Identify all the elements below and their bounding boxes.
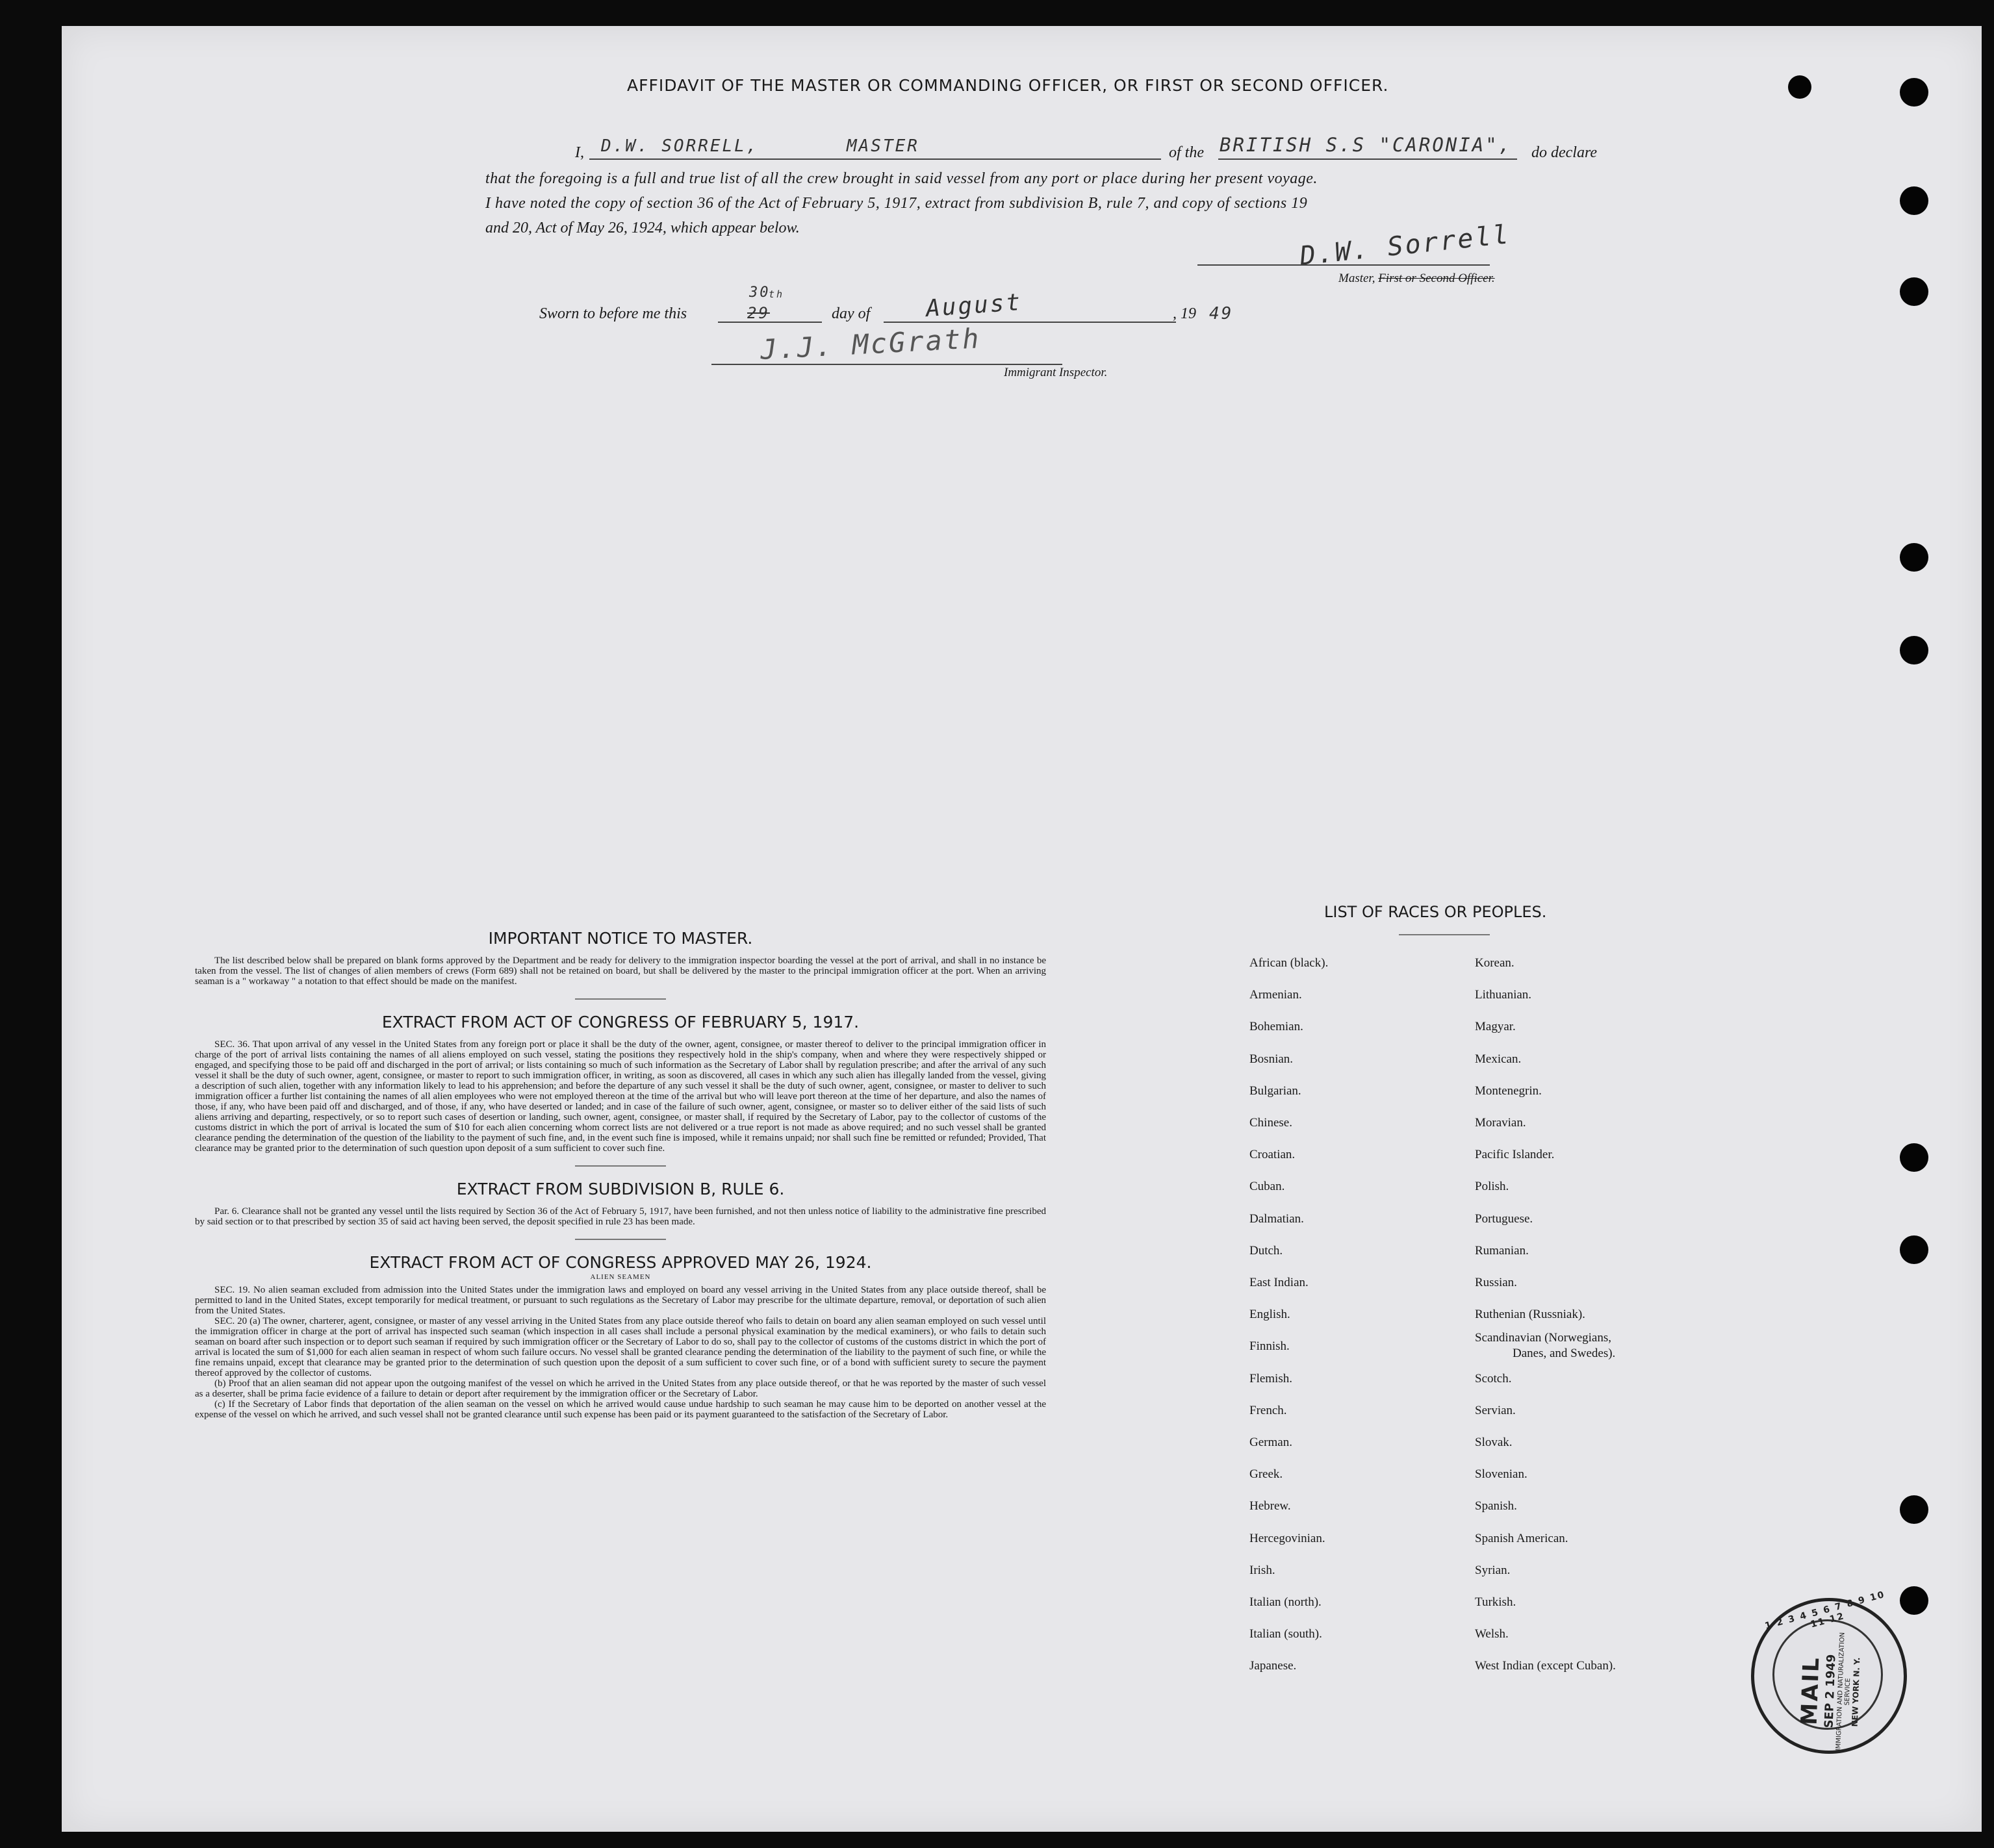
race-item: Slovak. (1475, 1436, 1513, 1450)
sworn-day-suffix: th (769, 288, 785, 300)
extract3-title: EXTRACT FROM ACT OF CONGRESS APPROVED MAY 26, 1924. (369, 1253, 872, 1272)
race-item: Dutch. (1249, 1243, 1283, 1258)
race-item (1475, 1330, 1616, 1362)
sec19-text: SEC. 19. No alien seaman excluded from admission into the United States under the immigration laws and employed on board any vessel arriving in the United States from any place outside thereof, shall be permitted to land in the United States, except temporarily for medical treatment, or pursuant to such regulations as the Secretary of Labor may prescribe for the ultimate departure, removal, or deportation of such alien from the United States. (195, 1285, 1046, 1316)
race-item: Italian (north). (1249, 1595, 1322, 1610)
race-item: Russian. (1475, 1276, 1517, 1290)
race-item: Bohemian. (1249, 1020, 1303, 1034)
ship-underline (1218, 158, 1517, 160)
race-item: Magyar. (1475, 1020, 1516, 1034)
race-item: French. (1249, 1403, 1287, 1417)
race-item: Japanese. (1249, 1659, 1297, 1673)
race-item: Hercegovinian. (1249, 1531, 1325, 1545)
mail-receipt-stamp (1751, 1589, 1907, 1754)
affidavit-heading: AFFIDAVIT OF THE MASTER OR COMMANDING OFFICER, OR FIRST OR SECOND OFFICER. (627, 76, 1389, 95)
stamp-date: SEP 2 1949 (1822, 1654, 1839, 1728)
race-item: Dalmatian. (1249, 1211, 1304, 1226)
notice-section (195, 929, 1046, 1420)
race-item: West Indian (except Cuban). (1475, 1659, 1616, 1673)
stamp-city-name: NEW YORK (1850, 1679, 1861, 1727)
document-page (62, 26, 1982, 1832)
race-item: Montenegrin. (1475, 1083, 1542, 1098)
sworn-month: August (925, 288, 1023, 323)
divider-1 (575, 998, 666, 1000)
day-of-text: day of (832, 305, 871, 322)
ship-name: BRITISH S.S "CARONIA", (1220, 134, 1513, 156)
race-item: Welsh. (1475, 1627, 1509, 1641)
binder-hole (1900, 78, 1928, 107)
day-underline (718, 322, 822, 323)
race-item: Pacific Islander. (1475, 1148, 1555, 1162)
master-caption-text: Master, (1338, 272, 1375, 285)
binder-hole (1788, 75, 1811, 99)
binder-hole (1900, 543, 1928, 572)
race-item: Irish. (1249, 1563, 1275, 1577)
notice-title: IMPORTANT NOTICE TO MASTER. (488, 929, 753, 948)
binder-hole (1900, 186, 1928, 215)
race-item: Servian. (1475, 1403, 1516, 1417)
race-item: Bosnian. (1249, 1052, 1294, 1066)
affidavit-line3: I have noted the copy of section 36 of the Act of February 5, 1917, extract from subdivision B, rule 7, and copy of sections 19 (485, 195, 1308, 212)
race-item: Ruthenian (Russniak). (1475, 1308, 1585, 1322)
master-signature: D.W. Sorrell (1298, 220, 1512, 272)
sworn-text: Sworn to before me this (539, 305, 687, 322)
divider-3 (575, 1239, 666, 1240)
race-item: English. (1249, 1308, 1290, 1322)
divider-2 (575, 1165, 666, 1167)
sec20a-text: SEC. 20 (a) The owner, charterer, agent, consignee, or master of any vessel arriving in the United States from any place outside thereof who fails to detain on board any alien seaman employed on such vessel until the immigration officer in charge at the port of arrival has inspected such seaman (which inspection in all cases shall include a personal physical examination by the medical examiners), or who fails to detain such seaman on board after such inspection or to deport such seaman if required by such immigration officer or the Secretary of Labor to do so, shall pay to the collector of customs of the customs district in which the port of arrival is located the sum of $1,000 for each alien seaman in respect of whom such failure occurs. No vessel shall be granted clearance pending the determination of the liability to the payment of such fine, or while the fine remains unpaid, except that clearance may be granted prior to the determination of such question upon the deposit of a sum sufficient to cover such fine, or of a bond with sufficient surety to secure the payment thereof approved by the collector of customs. (195, 1316, 1046, 1378)
name-underline (589, 158, 1161, 160)
of-the-text: of the (1169, 144, 1204, 161)
binder-hole (1900, 1495, 1928, 1524)
master-name: D.W. SORRELL, (601, 136, 759, 156)
races-column-2 (1475, 947, 1616, 1682)
race-item: Turkish. (1475, 1595, 1516, 1610)
do-declare-text: do declare (1531, 144, 1598, 161)
races-column-1 (1249, 947, 1328, 1682)
line1-prefix: I, (575, 144, 584, 161)
race-item: German. (1249, 1436, 1292, 1450)
races-title-rule (1399, 934, 1490, 935)
race-item: Spanish American. (1475, 1531, 1568, 1545)
race-item: Spanish. (1475, 1499, 1517, 1513)
race-item-line: Scandinavian (Norwegians, (1475, 1331, 1611, 1345)
binder-hole (1900, 1586, 1928, 1615)
race-item: Croatian. (1249, 1148, 1296, 1162)
race-item: East Indian. (1249, 1276, 1309, 1290)
stamp-text (1795, 1628, 1863, 1754)
race-item: Cuban. (1249, 1180, 1285, 1194)
binder-hole (1900, 1235, 1928, 1264)
sworn-day: 30 (749, 285, 771, 301)
race-item: Syrian. (1475, 1563, 1511, 1577)
race-item: Scotch. (1475, 1371, 1512, 1386)
inspector-caption: Immigrant Inspector. (1004, 366, 1108, 379)
affidavit-line2: that the foregoing is a full and true list of all the crew brought in said vessel from any port or place during her present voyage. (485, 170, 1318, 187)
race-item: Chinese. (1249, 1116, 1292, 1130)
binder-hole (1900, 1143, 1928, 1172)
race-item: Moravian. (1475, 1116, 1526, 1130)
race-item: Flemish. (1249, 1371, 1292, 1386)
month-underline (884, 322, 1176, 323)
master-caption (1338, 272, 1495, 286)
inspector-underline (711, 364, 1062, 365)
year-prefix: , 19 (1173, 305, 1196, 322)
race-item: Mexican. (1475, 1052, 1522, 1066)
extract3-subtitle: ALIEN SEAMEN (590, 1273, 651, 1281)
affidavit-line4: and 20, Act of May 26, 1924, which appear below. (485, 220, 800, 236)
binder-hole (1900, 277, 1928, 306)
sworn-day-struck: 29 (747, 304, 770, 322)
sworn-year: 49 (1209, 304, 1234, 323)
race-item: Korean. (1475, 956, 1515, 970)
race-item: Hebrew. (1249, 1499, 1291, 1513)
extract2-title: EXTRACT FROM SUBDIVISION B, RULE 6. (456, 1180, 785, 1198)
extract1-title: EXTRACT FROM ACT OF CONGRESS OF FEBRUARY 5, 1917. (381, 1013, 860, 1032)
signature-underline (1197, 264, 1490, 266)
race-item: Italian (south). (1249, 1627, 1322, 1641)
stamp-ring-numbers: 1 2 3 4 5 6 7 8 9 10 11 12 (1763, 1589, 1887, 1632)
race-item: African (black). (1249, 956, 1329, 970)
race-item: Bulgarian. (1249, 1083, 1301, 1098)
struck-officer-text: First or Second Officer. (1378, 272, 1495, 285)
notice-text: The list described below shall be prepared on blank forms approved by the Department and be ready for delivery to the immigration inspector boarding the vessel at the port of arrival, and shall in no instance be taken from the vessel. The list of changes of alien members of crews (Form 689) shall not be retained on board, but shall be delivered by the master to the principal immigration officer at the port. When an arriving seaman is a " workaway " a notation to that effect should be made on the manifest. (195, 956, 1046, 987)
race-item: Portuguese. (1475, 1211, 1533, 1226)
race-item: Greek. (1249, 1467, 1283, 1482)
race-item: Finnish. (1249, 1339, 1290, 1354)
races-title: LIST OF RACES OR PEOPLES. (1324, 903, 1547, 921)
extract2-text: Par. 6. Clearance shall not be granted any vessel until the lists required by Section 36 of the Act of February 5, 1917, have been furnished, and not then unless notice of liability to the administrative fine prescribed by said section or to that prescribed by section 35 of said act having been served, the deposit specified in rule 23 has been made. (195, 1206, 1046, 1227)
master-rank: MASTER (847, 136, 919, 156)
binder-hole (1900, 636, 1928, 665)
race-item-line: Danes, and Swedes). (1513, 1347, 1616, 1361)
stamp-word: MAIL (1796, 1655, 1825, 1726)
race-item: Armenian. (1249, 988, 1302, 1002)
race-item: Polish. (1475, 1180, 1509, 1194)
race-item: Lithuanian. (1475, 988, 1532, 1002)
sec20b-text: (b) Proof that an alien seaman did not appear upon the outgoing manifest of the vessel on which he arrived in the United States from any place outside thereof, or that he was reported by the master of such vessel as a deserter, shall be prima facie evidence of a failure to detain or deport after requirement by the immigration officer or the Secretary of Labor. (195, 1378, 1046, 1399)
stamp-agency: IMMIGRATION AND NATURALIZATION SERVICE (1835, 1632, 1852, 1751)
race-item: Slovenian. (1475, 1467, 1527, 1482)
sec20c-text: (c) If the Secretary of Labor finds that deportation of the alien seaman on the vessel on which he arrived would cause undue hardship to such seaman he may cause him to be deported on another vessel at the expense of the vessel on which he arrived, and such vessel shall not be granted clearance until such expense has been paid or its payment guaranteed to the satisfaction of the Secretary of Labor. (195, 1399, 1046, 1420)
extract1-text: SEC. 36. That upon arrival of any vessel in the United States from any foreign port or place it shall be the duty of the owner, agent, consignee, or master thereof to deliver to the principal immigration officer in charge of the port of arrival lists containing the names of all aliens employed on such vessel, stating the positions they respectively hold in the ship's company, when and where they were respectively shipped or engaged, and specifying those to be paid off and discharged in the port of arrival; or lists containing so much of such information as the Secretary of Labor shall by regulation prescribe; and after the arrival of any such vessel it shall be the duty of such owner, agent, consignee, or master to report to such immigration officer, in writing, as soon as discovered, all cases in which any such alien has illegally landed from the vessel, giving a description of such alien, together with any information likely to lead to his apprehension; and before the departure of any such vessel it shall be the duty of such owner, agent, consignee, or master to deliver to such immigration officer a further list containing the names of all alien employees who were not employed thereon at the time of the arrival but who will leave port thereon at the time of her departure, and also the names of those, if any, who have been paid off and discharged, and of those, if any, who have deserted or landed; and in case of the failure of such owner, agent, consignee, or master so to deliver either of the said lists of such aliens arriving and departing, respectively, or so to report such cases of desertion or landing, such owner, agent, consignee, or master shall, if required by the Secretary of Labor, pay to the collector of customs of the customs district in which the port of arrival is located the sum of $10 for each alien concerning whom correct lists are not delivered or a true report is not made as above required; and no such vessel shall be granted clearance pending the determination of the question of the liability to the payment of such fine, and, in the event such fine is imposed, while it remains unpaid; nor shall such fine be remitted or refunded; Provided, That clearance may be granted prior to the determination of such question upon deposit of a sum sufficient to cover such fine. (195, 1039, 1046, 1154)
inspector-signature: J.J. McGrath (759, 322, 982, 366)
stamp-state: N. Y. (1852, 1657, 1862, 1677)
race-item: Rumanian. (1475, 1243, 1529, 1258)
